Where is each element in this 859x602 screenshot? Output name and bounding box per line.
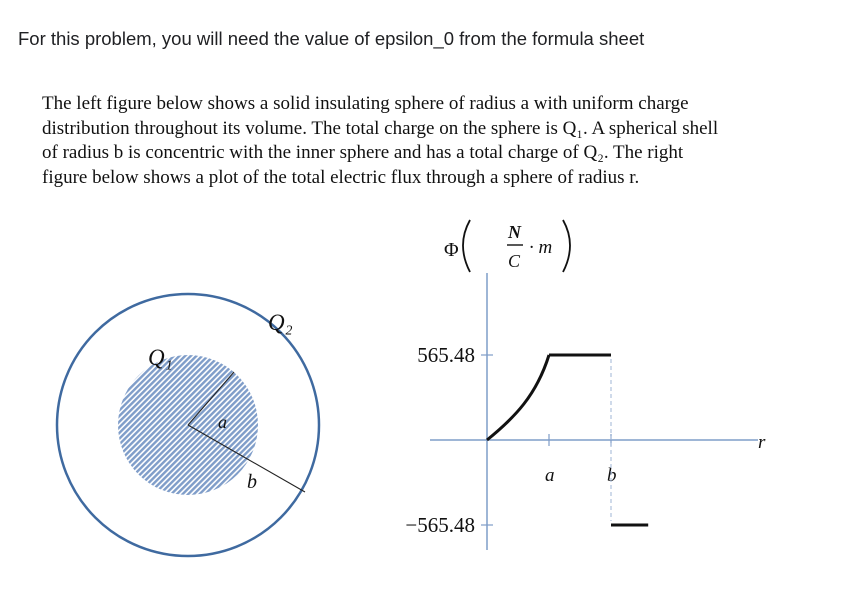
problem-line-4: figure below shows a plot of the total electric flux through a sphere of radius r.	[42, 166, 640, 188]
label-b: b	[247, 471, 257, 493]
y-label-phi: Φ	[444, 239, 459, 261]
problem-line-1: The left figure below shows a solid insulating sphere of radius a with uniform charge	[42, 93, 689, 114]
y-label-m: · m	[529, 237, 553, 258]
flux-chart	[360, 205, 780, 565]
flux-curve-inside	[487, 355, 549, 440]
y-tick-label-1: 565.48	[417, 343, 475, 367]
x-tick-label-a: a	[545, 465, 555, 486]
y-label-left-paren	[463, 220, 470, 272]
label-a: a	[218, 412, 227, 432]
problem-line-2: distribution throughout its volume. The total charge on the sphere is Q₁. A spherical shell	[42, 117, 719, 139]
y-label-right-paren	[563, 220, 570, 272]
problem-line-3: of radius b is concentric with the inner sphere and has a total charge of Q₂. The right	[42, 142, 684, 163]
x-tick-label-b: b	[607, 465, 617, 486]
y-tick-label-2: −565.48	[405, 513, 475, 537]
sphere-diagram	[40, 290, 380, 602]
problem-statement	[42, 92, 822, 190]
y-label-c: C	[508, 251, 521, 271]
label-q2: Q₂	[268, 310, 293, 335]
y-label-n: N	[508, 222, 521, 242]
y-axis-label	[444, 220, 570, 272]
x-axis-label: r	[758, 432, 766, 453]
prompt-text: For this problem, you will need the value of epsilon_0 from the formula sheet	[18, 28, 645, 49]
label-q1: Q₁	[148, 345, 173, 370]
